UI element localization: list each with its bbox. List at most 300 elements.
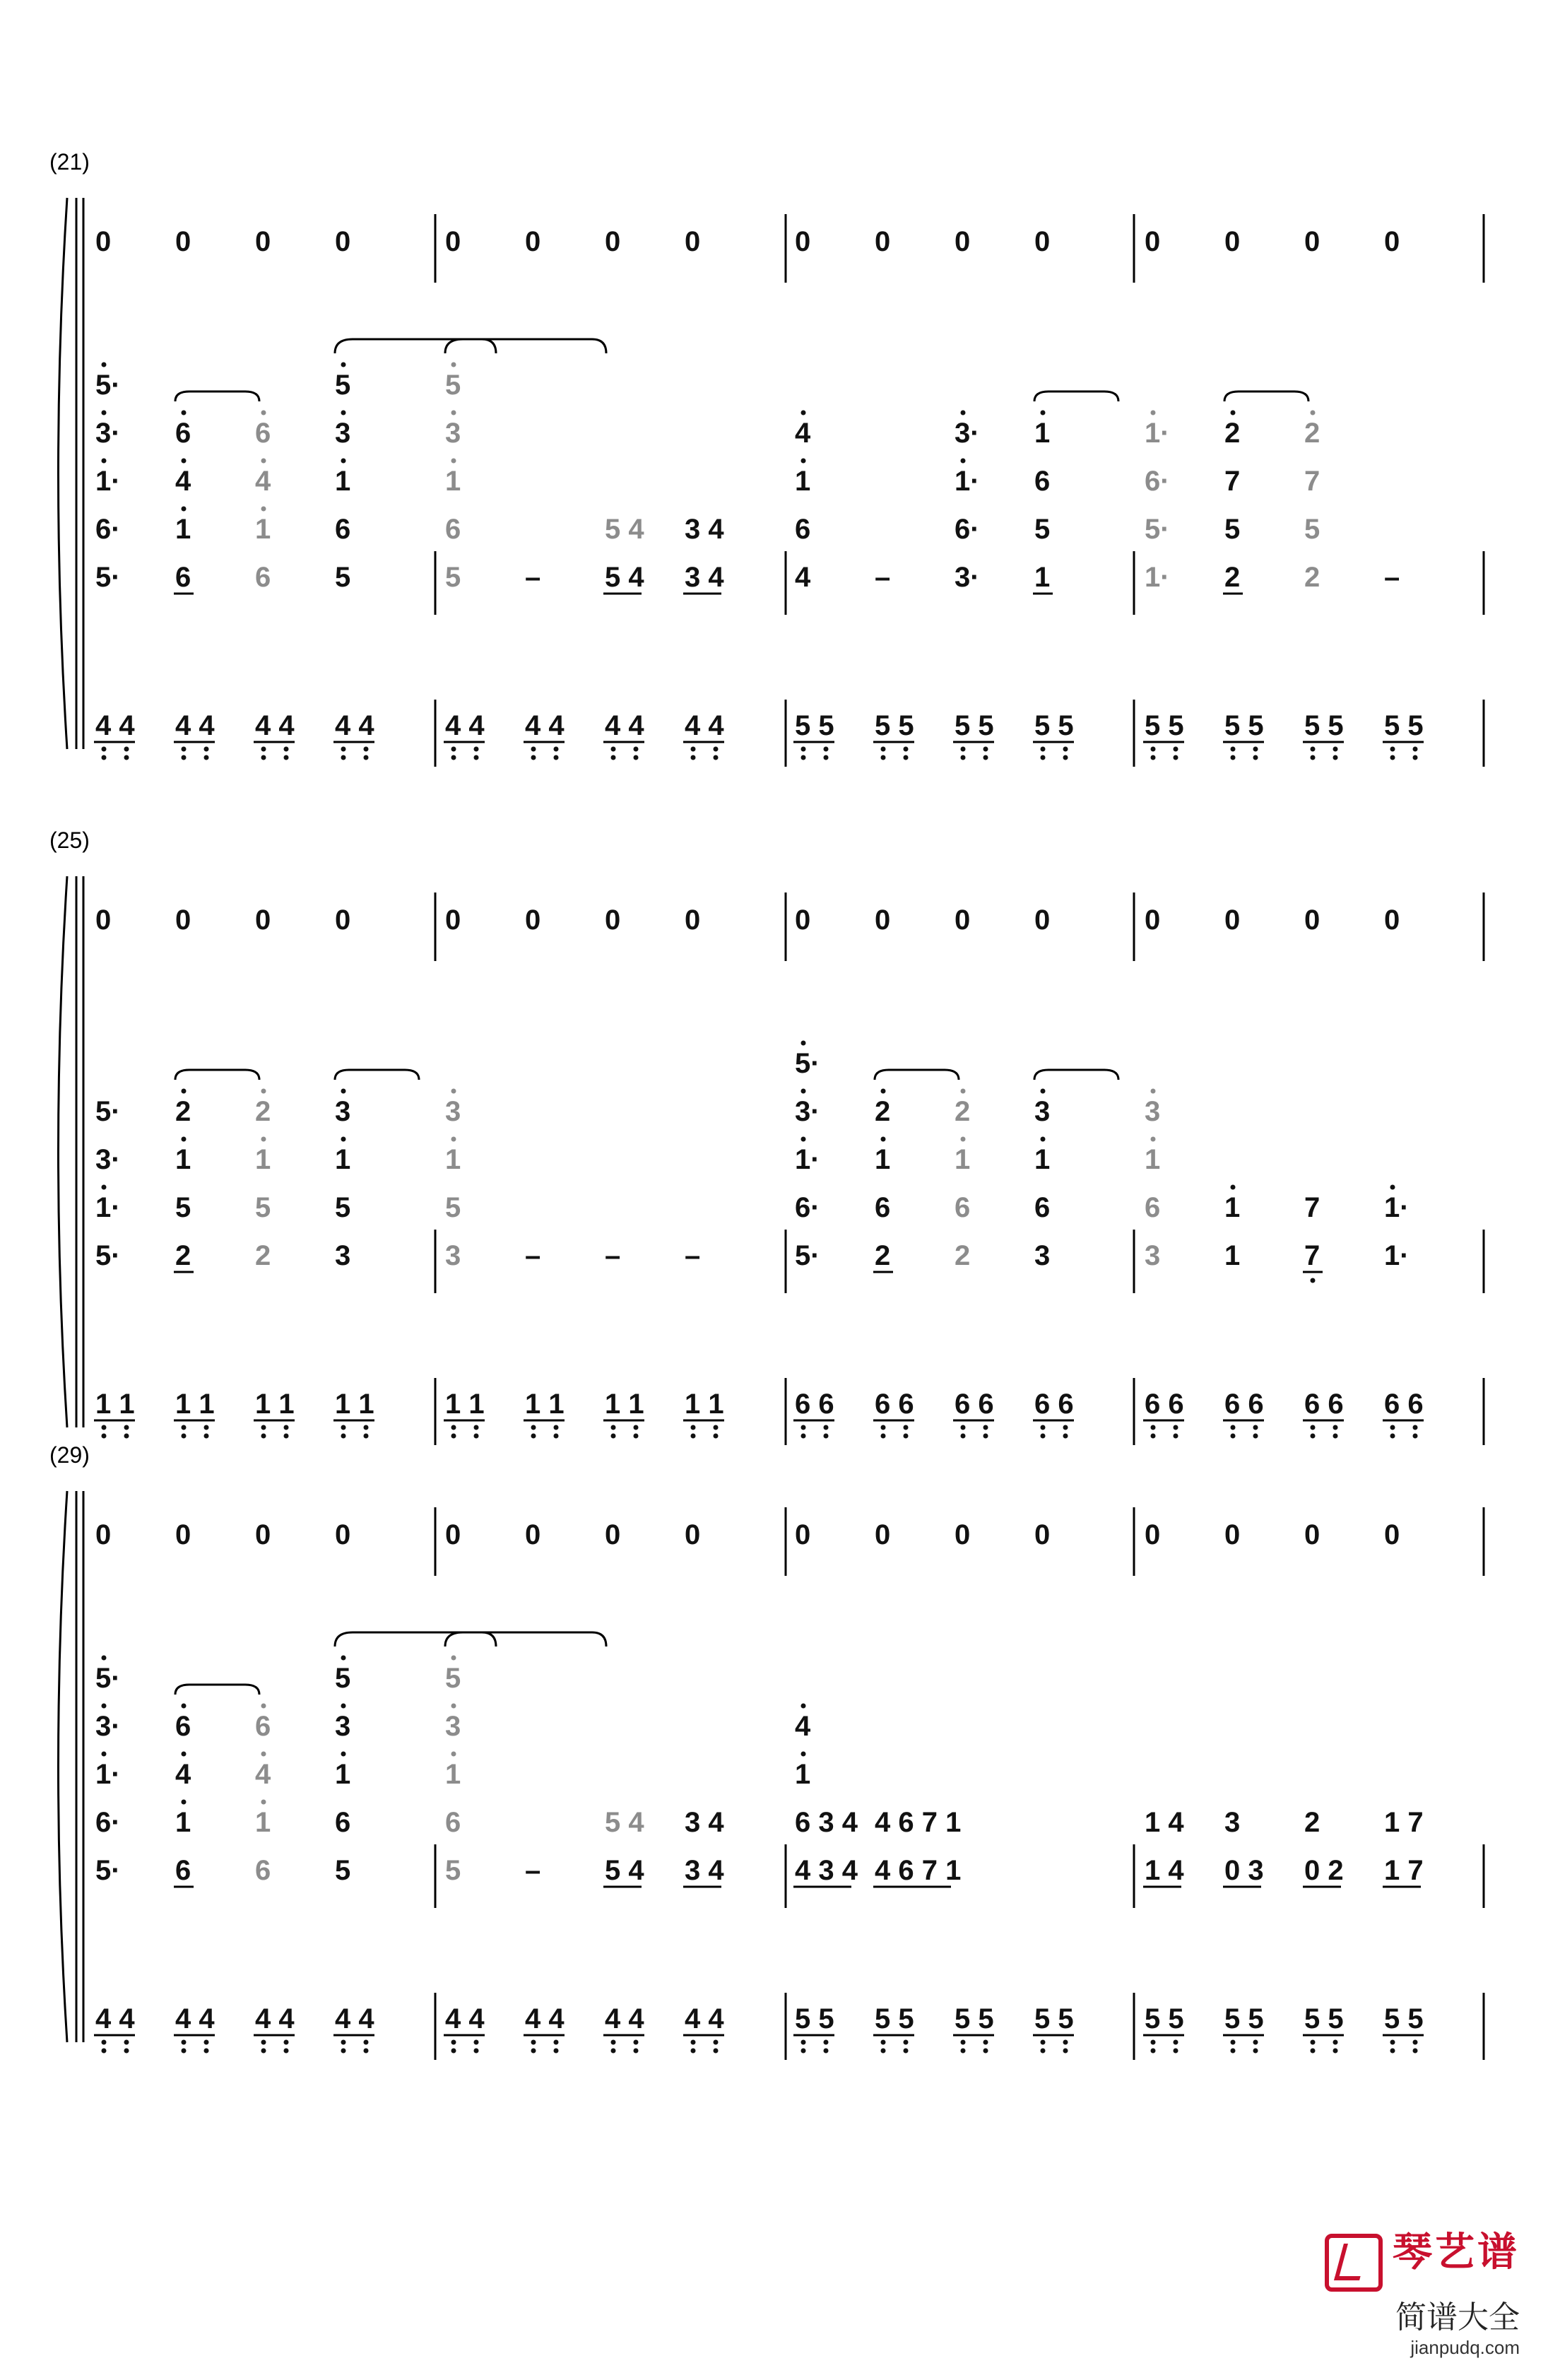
bass-note: 4 4: [175, 710, 215, 741]
bass-note: 6 6: [1304, 1389, 1344, 1420]
octave-dot: [182, 507, 187, 512]
rest-note: 0: [1304, 1519, 1320, 1550]
octave-dot: [124, 755, 129, 760]
octave-dot: [611, 2040, 616, 2045]
octave-dot: [124, 2049, 129, 2054]
octave-dot: [364, 747, 369, 752]
octave-dot: [801, 2040, 806, 2045]
chord-note: 3·: [95, 418, 121, 449]
octave-dot: [341, 1425, 346, 1430]
rest-note: 0: [1384, 1519, 1400, 1550]
octave-dot: [881, 755, 886, 760]
octave-dot: [1253, 2040, 1258, 2045]
bass-note: 5 5: [795, 710, 834, 741]
octave-dot: [1231, 1425, 1236, 1430]
octave-dot: [983, 2049, 988, 2054]
chord-note: 2: [875, 1096, 891, 1127]
octave-dot: [531, 1434, 536, 1439]
chord-note: 1: [1224, 1192, 1241, 1223]
octave-dot: [204, 2049, 209, 2054]
octave-dot: [451, 755, 456, 760]
chord-note: 2: [175, 1096, 191, 1127]
octave-dot: [341, 747, 346, 752]
rest-note: 0: [335, 905, 351, 936]
octave-dot: [961, 2040, 966, 2045]
rest-note: 0: [95, 905, 112, 936]
chord-note: 1·: [795, 1144, 820, 1175]
chord-note: 4: [255, 1759, 271, 1790]
octave-dot: [182, 1425, 187, 1430]
octave-dot: [182, 459, 187, 464]
chord-note: 2: [175, 1240, 191, 1271]
chord-note: 5 4: [605, 562, 644, 593]
octave-dot: [1390, 1185, 1395, 1190]
octave-dot: [531, 2049, 536, 2054]
rest-note: 0: [1304, 226, 1320, 257]
chord-note: 5: [445, 1192, 461, 1223]
chord-note: 1: [955, 1144, 971, 1175]
octave-dot: [261, 459, 266, 464]
chord-note: 2: [1224, 562, 1241, 593]
chord-note: 1: [335, 1759, 351, 1790]
octave-dot: [961, 1137, 966, 1142]
watermark-url: jianpudq.com: [1410, 2337, 1520, 2358]
chord-note: 1: [255, 1807, 271, 1838]
chord-note: 5: [255, 1192, 271, 1223]
bass-note: 5 5: [1384, 2003, 1424, 2034]
octave-dot: [881, 1089, 886, 1094]
rest-note: 0: [605, 905, 621, 936]
chord-note: 1·: [1145, 562, 1170, 593]
octave-dot: [284, 2049, 289, 2054]
bass-note: 5 5: [1224, 2003, 1264, 2034]
octave-dot: [611, 747, 616, 752]
bass-note: 5 5: [875, 710, 914, 741]
octave-dot: [1413, 747, 1418, 752]
octave-dot: [261, 411, 266, 416]
chord-note: 1: [1145, 1144, 1161, 1175]
rest-note: 0: [1145, 905, 1161, 936]
chord-note: 6·: [955, 514, 980, 545]
chord-note: 1: [445, 1759, 461, 1790]
chord-note: 6·: [95, 1807, 121, 1838]
chord-note: 3: [445, 1240, 461, 1271]
octave-dot: [474, 747, 479, 752]
octave-dot: [204, 2040, 209, 2045]
bass-note: 5 5: [1145, 710, 1184, 741]
octave-dot: [904, 747, 909, 752]
octave-dot: [714, 1434, 719, 1439]
octave-dot: [1333, 2040, 1338, 2045]
octave-dot: [284, 1425, 289, 1430]
chord-note: 1: [795, 466, 811, 497]
octave-dot: [474, 1434, 479, 1439]
octave-dot: [341, 1704, 346, 1709]
octave-dot: [102, 2049, 107, 2054]
rest-note: 0: [1224, 226, 1241, 257]
octave-dot: [904, 755, 909, 760]
tie: [1034, 391, 1118, 401]
octave-dot: [1151, 411, 1156, 416]
bass-note: 4 4: [255, 2003, 295, 2034]
octave-dot: [1231, 2049, 1236, 2054]
chord-note: –: [525, 562, 541, 593]
octave-dot: [1041, 411, 1046, 416]
chord-note: 3·: [795, 1096, 820, 1127]
octave-dot: [904, 2049, 909, 2054]
chord-note: 5: [445, 1855, 461, 1886]
octave-dot: [284, 755, 289, 760]
octave-dot: [102, 1656, 107, 1661]
chord-note: 1: [1034, 418, 1051, 449]
rest-note: 0: [335, 226, 351, 257]
octave-dot: [341, 1089, 346, 1094]
octave-dot: [102, 1704, 107, 1709]
octave-dot: [474, 2040, 479, 2045]
chord-note: 2: [255, 1240, 271, 1271]
octave-dot: [182, 411, 187, 416]
octave-dot: [102, 1434, 107, 1439]
octave-dot: [341, 363, 346, 367]
octave-dot: [904, 1425, 909, 1430]
octave-dot: [1390, 747, 1395, 752]
octave-dot: [451, 411, 456, 416]
rest-note: 0: [1384, 226, 1400, 257]
octave-dot: [983, 747, 988, 752]
chord-note: 1·: [955, 466, 980, 497]
octave-dot: [1413, 2040, 1418, 2045]
chord-note: 5: [1224, 514, 1241, 545]
octave-dot: [1041, 747, 1046, 752]
chord-note: 2: [955, 1096, 971, 1127]
octave-dot: [691, 747, 696, 752]
octave-dot: [881, 1137, 886, 1142]
octave-dot: [341, 1137, 346, 1142]
bass-note: 4 4: [685, 710, 724, 741]
rest-note: 0: [955, 226, 971, 257]
octave-dot: [341, 411, 346, 416]
chord-note: 3: [445, 1096, 461, 1127]
chord-note: 1: [255, 1144, 271, 1175]
octave-dot: [801, 1041, 806, 1046]
chord-note: 4: [255, 466, 271, 497]
bass-note: 6 6: [1034, 1389, 1074, 1420]
bass-note: 5 5: [1145, 2003, 1184, 2034]
bass-note: 6 6: [1145, 1389, 1184, 1420]
chord-note: 3: [335, 1711, 351, 1742]
bass-note: 4 4: [525, 2003, 565, 2034]
chord-note: 1: [175, 1144, 191, 1175]
octave-dot: [1311, 1425, 1316, 1430]
octave-dot: [1041, 1425, 1046, 1430]
octave-dot: [1333, 747, 1338, 752]
octave-dot: [881, 2040, 886, 2045]
chord-note: 1: [335, 1144, 351, 1175]
chord-note: 3: [335, 418, 351, 449]
bass-note: 4 4: [175, 2003, 215, 2034]
chord-note: 3·: [95, 1711, 121, 1742]
octave-dot: [451, 1137, 456, 1142]
octave-dot: [1311, 1434, 1316, 1439]
octave-dot: [1231, 755, 1236, 760]
tie: [335, 339, 496, 353]
chord-note: 5 4: [605, 1807, 644, 1838]
chord-note: 1·: [1384, 1240, 1410, 1271]
chord-note: 5 4: [605, 1855, 644, 1886]
octave-dot: [341, 1656, 346, 1661]
octave-dot: [983, 1425, 988, 1430]
rest-note: 0: [1145, 226, 1161, 257]
chord-note: 3: [335, 1240, 351, 1271]
chord-note: 6: [255, 1711, 271, 1742]
octave-dot: [1311, 411, 1316, 416]
rest-note: 0: [795, 1519, 811, 1550]
octave-dot: [1333, 2049, 1338, 2054]
octave-dot: [182, 1704, 187, 1709]
rest-note: 0: [685, 1519, 701, 1550]
octave-dot: [1231, 2040, 1236, 2045]
octave-dot: [1413, 1434, 1418, 1439]
octave-dot: [1390, 2049, 1395, 2054]
chord-note: –: [685, 1240, 701, 1271]
octave-dot: [1390, 1425, 1395, 1430]
octave-dot: [1231, 747, 1236, 752]
bass-note: 5 5: [955, 710, 994, 741]
rest-note: 0: [875, 905, 891, 936]
chord-note: –: [605, 1240, 621, 1271]
chord-note: 1: [335, 466, 351, 497]
octave-dot: [261, 1752, 266, 1757]
chord-note: 5: [335, 1663, 351, 1694]
octave-dot: [1413, 1425, 1418, 1430]
octave-dot: [364, 1425, 369, 1430]
chord-note: 5: [445, 1663, 461, 1694]
bass-note: 6 6: [955, 1389, 994, 1420]
bass-note: 5 5: [1034, 710, 1074, 741]
chord-note: 1 7: [1384, 1807, 1424, 1838]
bass-note: 4 4: [445, 710, 485, 741]
chord-note: 6: [175, 418, 191, 449]
rest-note: 0: [525, 1519, 541, 1550]
octave-dot: [634, 1425, 639, 1430]
chord-note: 1: [795, 1759, 811, 1790]
tie: [175, 1685, 259, 1695]
rest-note: 0: [1145, 1519, 1161, 1550]
rest-note: 0: [795, 226, 811, 257]
octave-dot: [1311, 2049, 1316, 2054]
octave-dot: [102, 459, 107, 464]
octave-dot: [102, 1425, 107, 1430]
chord-note: 4: [795, 418, 811, 449]
octave-dot: [1253, 755, 1258, 760]
chord-note: 2: [1304, 418, 1320, 449]
octave-dot: [824, 747, 829, 752]
octave-dot: [1151, 2049, 1156, 2054]
octave-dot: [182, 2040, 187, 2045]
chord-note: 3: [1224, 1807, 1241, 1838]
rest-note: 0: [685, 905, 701, 936]
octave-dot: [451, 747, 456, 752]
chord-note: 7: [1304, 1240, 1320, 1271]
octave-dot: [1390, 2040, 1395, 2045]
chord-note: 5·: [95, 1663, 121, 1694]
rest-note: 0: [875, 1519, 891, 1550]
octave-dot: [182, 1137, 187, 1142]
octave-dot: [691, 2040, 696, 2045]
rest-note: 0: [175, 226, 191, 257]
rest-note: 0: [875, 226, 891, 257]
chord-note: 5: [1304, 514, 1320, 545]
octave-dot: [961, 747, 966, 752]
octave-dot: [634, 2049, 639, 2054]
chord-note: 7: [1224, 466, 1241, 497]
octave-dot: [451, 2040, 456, 2045]
bass-note: 1 1: [445, 1389, 485, 1420]
chord-note: 6·: [95, 514, 121, 545]
bass-note: 1 1: [95, 1389, 135, 1420]
rest-note: 0: [1034, 1519, 1051, 1550]
octave-dot: [554, 1434, 559, 1439]
chord-note: 4 6 7 1: [875, 1855, 962, 1886]
logo-icon: [1325, 2234, 1383, 2292]
rest-note: 0: [795, 905, 811, 936]
octave-dot: [961, 1425, 966, 1430]
octave-dot: [284, 747, 289, 752]
octave-dot: [714, 755, 719, 760]
chord-note: 6: [955, 1192, 971, 1223]
chord-note: 3: [335, 1096, 351, 1127]
chord-note: 0 3: [1224, 1855, 1264, 1886]
chord-note: 5·: [795, 1240, 820, 1271]
chord-note: 1: [875, 1144, 891, 1175]
brace: [59, 1491, 68, 2042]
octave-dot: [1311, 2040, 1316, 2045]
chord-note: 3: [1145, 1096, 1161, 1127]
octave-dot: [261, 2049, 266, 2054]
chord-note: 5·: [95, 370, 121, 401]
octave-dot: [1390, 1434, 1395, 1439]
watermark: [1325, 2221, 1520, 2359]
octave-dot: [1413, 2049, 1418, 2054]
bass-note: 6 6: [1384, 1389, 1424, 1420]
octave-dot: [801, 1434, 806, 1439]
octave-dot: [1333, 1434, 1338, 1439]
octave-dot: [1174, 755, 1178, 760]
octave-dot: [261, 507, 266, 512]
bass-note: 5 5: [1224, 710, 1264, 741]
bass-note: 4 4: [95, 710, 135, 741]
rest-note: 0: [1224, 1519, 1241, 1550]
bass-note: 1 1: [255, 1389, 295, 1420]
octave-dot: [801, 1089, 806, 1094]
rest-note: 0: [175, 1519, 191, 1550]
tie: [1224, 391, 1308, 401]
octave-dot: [1174, 2049, 1178, 2054]
octave-dot: [451, 1425, 456, 1430]
octave-dot: [801, 2049, 806, 2054]
chord-note: 1 4: [1145, 1807, 1184, 1838]
tie: [875, 1070, 959, 1080]
chord-note: 3: [1145, 1240, 1161, 1271]
chord-note: 5: [445, 370, 461, 401]
octave-dot: [1041, 755, 1046, 760]
chord-note: 5 4: [605, 514, 644, 545]
octave-dot: [554, 755, 559, 760]
bass-note: 5 5: [875, 2003, 914, 2034]
octave-dot: [611, 2049, 616, 2054]
chord-note: 3 4: [685, 562, 724, 593]
octave-dot: [341, 459, 346, 464]
chord-note: 1·: [1384, 1192, 1410, 1223]
chord-note: 4 3 4: [795, 1855, 858, 1886]
octave-dot: [204, 1425, 209, 1430]
octave-dot: [364, 755, 369, 760]
chord-note: 2: [875, 1240, 891, 1271]
chord-note: –: [1384, 562, 1400, 593]
octave-dot: [182, 1434, 187, 1439]
bass-note: 1 1: [685, 1389, 724, 1420]
octave-dot: [961, 459, 966, 464]
chord-note: 5·: [95, 1096, 121, 1127]
octave-dot: [1231, 1434, 1236, 1439]
bass-note: 4 4: [605, 2003, 644, 2034]
tie: [335, 1632, 496, 1646]
octave-dot: [801, 1704, 806, 1709]
chord-note: 6: [335, 514, 351, 545]
chord-note: 3: [1034, 1096, 1051, 1127]
chord-note: 1 7: [1384, 1855, 1424, 1886]
octave-dot: [364, 1434, 369, 1439]
octave-dot: [611, 1425, 616, 1430]
octave-dot: [341, 1752, 346, 1757]
rest-note: 0: [95, 226, 112, 257]
chord-note: 5: [445, 562, 461, 593]
octave-dot: [102, 1752, 107, 1757]
octave-dot: [1063, 755, 1068, 760]
rest-note: 0: [445, 905, 461, 936]
octave-dot: [204, 747, 209, 752]
octave-dot: [182, 1752, 187, 1757]
chord-note: 6: [255, 1855, 271, 1886]
rest-note: 0: [605, 1519, 621, 1550]
octave-dot: [1151, 755, 1156, 760]
chord-note: 3: [1034, 1240, 1051, 1271]
rest-note: 0: [445, 226, 461, 257]
octave-dot: [1413, 755, 1418, 760]
octave-dot: [261, 747, 266, 752]
octave-dot: [182, 1800, 187, 1805]
octave-dot: [714, 2049, 719, 2054]
octave-dot: [714, 2040, 719, 2045]
octave-dot: [102, 411, 107, 416]
chord-note: 5: [335, 562, 351, 593]
chord-note: 5: [335, 1855, 351, 1886]
chord-note: 7: [1304, 1192, 1320, 1223]
rest-note: 0: [955, 905, 971, 936]
octave-dot: [691, 2049, 696, 2054]
chord-note: 3: [445, 1711, 461, 1742]
octave-dot: [1231, 411, 1236, 416]
octave-dot: [474, 755, 479, 760]
octave-dot: [102, 747, 107, 752]
chord-note: 1: [1034, 562, 1051, 593]
octave-dot: [1041, 1434, 1046, 1439]
octave-dot: [801, 747, 806, 752]
octave-dot: [451, 2049, 456, 2054]
octave-dot: [474, 2049, 479, 2054]
octave-dot: [801, 1425, 806, 1430]
octave-dot: [961, 755, 966, 760]
